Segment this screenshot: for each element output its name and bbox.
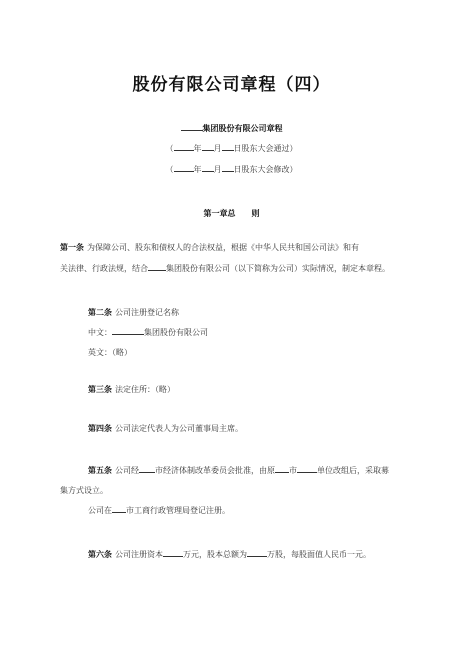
blank-chinese-name [112,326,144,335]
blank-city-3 [112,504,126,513]
article-3-line [88,384,175,395]
article-5-line-3 [88,504,230,516]
article-1-line-2 [60,262,390,274]
blank-year [174,163,194,172]
blank-city [139,464,155,473]
article-3-label: 第三条 [88,384,112,394]
paren-open: （ [165,165,174,174]
article-6-line [88,548,371,560]
article-1-label: 第一条 [60,242,84,252]
article-1-line-1 [60,242,359,253]
article-4-text: 公司法定代表人为公司董事局主席。 [115,424,243,433]
article-5-text-6: 市工商行政管理局登记注册。 [126,506,230,515]
month-label: 月 [213,165,222,174]
blank-capital [163,548,183,557]
chinese-prefix: 中文： [88,328,112,337]
chinese-suffix: 集团股份有限公司 [144,328,208,337]
article-6-text-1: 公司注册资本 [115,550,163,559]
article-4-label: 第四条 [88,423,112,433]
article-5-text-4: 单位改组后，采取募 [317,466,389,475]
blank-company [148,262,166,271]
month-label: 月 [213,144,222,153]
article-3-text: 法定住所：（略） [115,385,175,394]
subtitle-text: 集团股份有限公司章程 [202,123,283,133]
blank-unit [297,464,317,473]
document-title: 股份有限公司章程（四） [132,75,331,95]
blank-day [222,142,234,151]
article-5-text-3: 市 [289,466,297,475]
article-6-text-3: 万股，每股面值人民币一元。 [267,550,371,559]
article-1-text-2b: 集团股份有限公司（以下简称为公司）实际情况，制定本章程。 [166,264,390,273]
article-6-text-2: 万元，股本总额为 [183,550,247,559]
blank-year [174,142,194,151]
chapter-heading: 第一章总 则 [203,208,260,218]
article-4-line [88,423,243,434]
article-5-text-2: 市经济体制改革委员会批准，由原 [155,466,275,475]
article-1-text-2a: 关法律、行政法规，结合 [60,264,148,273]
article-5-line-1 [88,464,389,476]
blank-city-2 [275,464,289,473]
article-2-english-name: 英文：（略） [88,348,132,357]
date-suffix: 日股东大会修改） [233,165,298,174]
blank-month [202,163,214,172]
article-2-text: 公司注册登记名称 [115,308,179,317]
date-line-amended [0,163,463,175]
article-5-line-2: 集方式设立。 [60,486,108,495]
article-5-text-1: 公司经 [115,466,139,475]
paren-open: （ [165,144,174,153]
article-6-label: 第六条 [88,549,112,559]
year-label: 年 [193,144,202,153]
blank-month [202,142,214,151]
article-5-label: 第五条 [88,465,112,475]
blank-day [222,163,234,172]
date-line-adopted [0,142,463,154]
article-1-text-1: 为保障公司、股东和债权人的合法权益，根据《中华人民共和国公司法》和有 [87,243,359,252]
article-5-text-5: 公司在 [88,506,112,515]
article-2-label: 第二条 [88,307,112,317]
blank-company-name [181,122,203,131]
article-2-chinese-name [88,326,208,338]
date-suffix: 日股东大会通过） [233,144,298,153]
blank-shares [247,548,267,557]
year-label: 年 [193,165,202,174]
article-2-line [88,307,179,318]
subtitle [0,122,463,134]
